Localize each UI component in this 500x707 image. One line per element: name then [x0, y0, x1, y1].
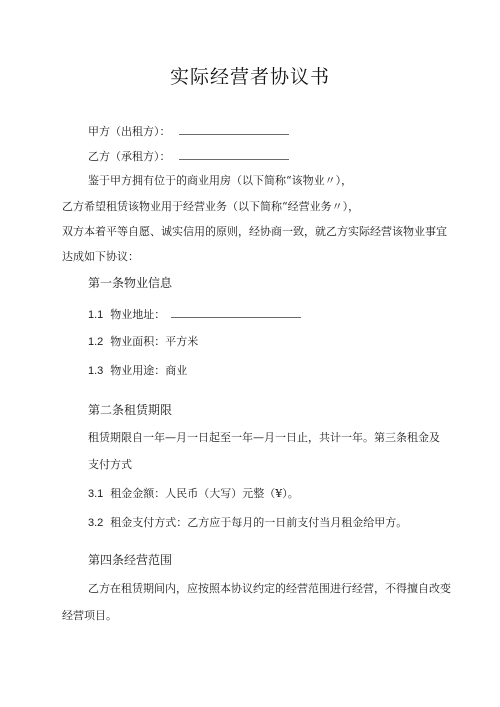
party-b-blank: [179, 148, 289, 160]
item-text: 租金支付方式：乙方应于每月的一日前支付当月租金给甲方。: [110, 516, 408, 529]
item-number: 1.1: [88, 309, 104, 321]
article-3-item-1: [88, 487, 299, 501]
document-title: 实际经营者协议书: [169, 66, 330, 88]
preamble-line-4: 达成如下协议：: [62, 250, 139, 263]
item-number: 1.3: [88, 365, 104, 377]
preamble-line-1: 鉴于甲方拥有位于的商业用房（以下简称“该物业〃），: [88, 174, 353, 187]
article-3-item-2: [88, 516, 407, 530]
party-b-label: 乙方（承租方）：: [88, 150, 171, 163]
item-number: 1.2: [88, 336, 104, 348]
preamble-line-3: 双方本着平等自愿、诚实信用的原则，经协商一致，就乙方实际经营该物业事宜: [62, 225, 447, 238]
item-text: 租金金额：人民币（大写）元整（¥）。: [110, 487, 299, 500]
article-2-line-1: 租赁期限自一年—月一日起至一年—月一日止，共计一年。第三条租金及: [88, 431, 440, 444]
article-4-line-1: 乙方在租赁期间内，应按照本协议约定的经营范围进行经营，不得擅自改变: [88, 582, 451, 595]
article-2-line-2: 支付方式: [88, 458, 132, 471]
party-a-label: 甲方（出租方）：: [88, 125, 171, 138]
article-2-heading: 第二条租赁期限: [88, 403, 173, 417]
party-a-blank: [179, 123, 289, 135]
party-a-line: [88, 123, 289, 139]
address-blank: [171, 306, 301, 318]
item-text: 物业用途：商业: [110, 364, 188, 377]
item-number: 3.1: [88, 488, 104, 500]
item-number: 3.2: [88, 517, 104, 529]
article-1-item-2: [88, 335, 198, 349]
article-4-line-2: 经营项目。: [62, 609, 117, 622]
article-1-item-3: [88, 364, 187, 378]
item-text: 物业地址：: [110, 308, 166, 321]
preamble-line-2: 乙方希望租赁该物业用于经营业务（以下简称“经营业务〃），: [62, 200, 360, 213]
article-4-heading: 第四条经营范围: [88, 553, 173, 567]
article-1-item-1: [88, 306, 301, 322]
party-b-line: [88, 148, 289, 164]
item-text: 物业面积：平方米: [110, 335, 199, 348]
article-1-heading: 第一条物业信息: [88, 276, 173, 290]
